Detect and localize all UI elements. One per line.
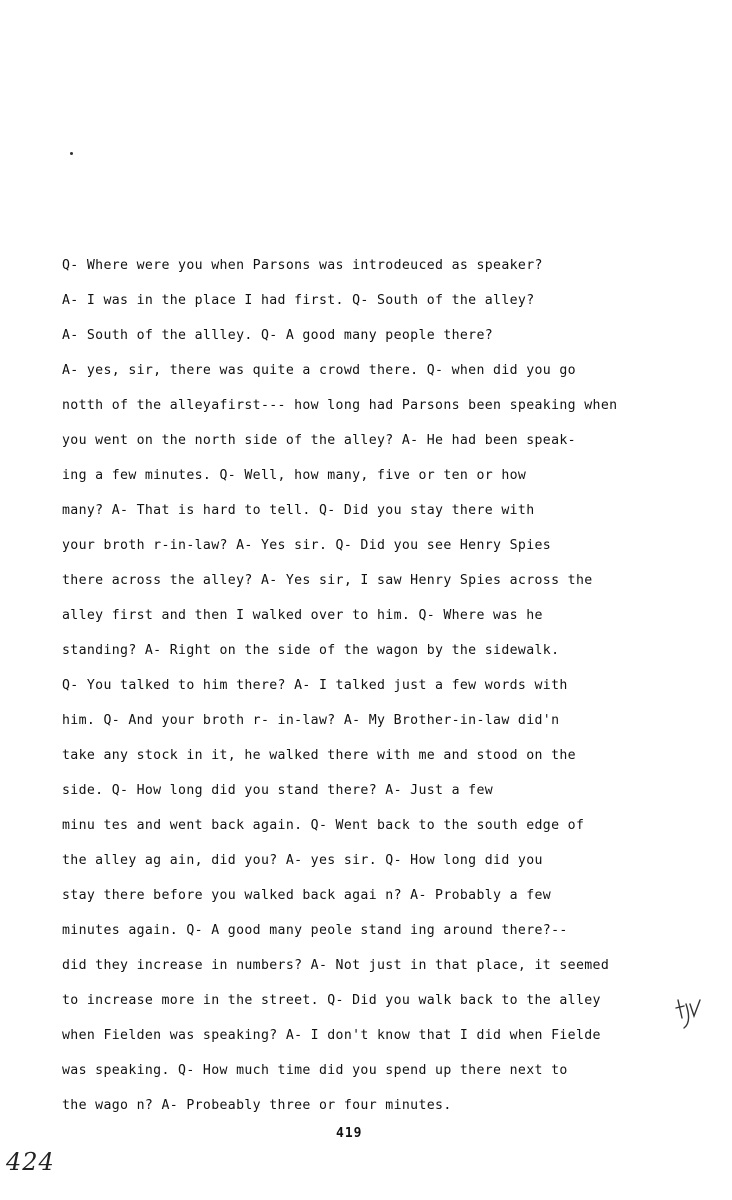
transcript-line: standing? A- Right on the side of the wagon by the sidewalk. [62,643,560,658]
transcript-line: stay there before you walked back agai n? A- Probably a few [62,888,552,903]
transcript-line: many? A- That is hard to tell. Q- Did you stay there with [62,503,535,518]
transcript-line: minu tes and went back again. Q- Went back to the south edge of [62,818,585,833]
transcript-line: did they increase in numbers? A- Not just in that place, it seemed [62,958,610,973]
transcript-line: you went on the north side of the alley? A- He had been speak- [62,433,576,448]
transcript-line: alley first and then I walked over to him. Q- Where was he [62,608,543,623]
transcript-line: take any stock in it, he walked there with me and stood on the [62,748,576,763]
transcript-line: A- South of the allley. Q- A good many people there? [62,328,494,343]
transcript-line: A- I was in the place I had first. Q- South of the alley? [62,293,535,308]
ink-speck [70,152,73,155]
transcript-line: when Fielden was speaking? A- I don't know that I did when Fielde [62,1028,601,1043]
transcript-line: him. Q- And your broth r- in-law? A- My Brother-in-law did'n [62,713,560,728]
transcript-body [62,248,702,1123]
page-number: 419 [336,1126,363,1141]
transcript-line: notth of the alleyafirst--- how long had Parsons been speaking when [62,398,618,413]
transcript-line: the alley ag ain, did you? A- yes sir. Q- How long did you [62,853,543,868]
transcript-line: side. Q- How long did you stand there? A- Just a few [62,783,494,798]
transcript-line: ing a few minutes. Q- Well, how many, five or ten or how [62,468,527,483]
transcript-line: minutes again. Q- A good many peole stand ing around there?-- [62,923,568,938]
transcript-line: there across the alley? A- Yes sir, I saw Henry Spies across the [62,573,593,588]
transcript-line: Q- You talked to him there? A- I talked just a few words with [62,678,568,693]
transcript-line: Q- Where were you when Parsons was introdeuced as speaker? [62,258,543,273]
handwritten-page-number: 424 [6,1148,55,1176]
transcript-line: was speaking. Q- How much time did you spend up there next to [62,1063,568,1078]
transcript-line: the wago n? A- Probeably three or four minutes. [62,1098,452,1113]
transcript-line: to increase more in the street. Q- Did you walk back to the alley [62,993,601,1008]
transcript-line: A- yes, sir, there was quite a crowd there. Q- when did you go [62,363,576,378]
transcript-line: your broth r-in-law? A- Yes sir. Q- Did you see Henry Spies [62,538,552,553]
handwritten-correction-mark [672,996,702,1030]
